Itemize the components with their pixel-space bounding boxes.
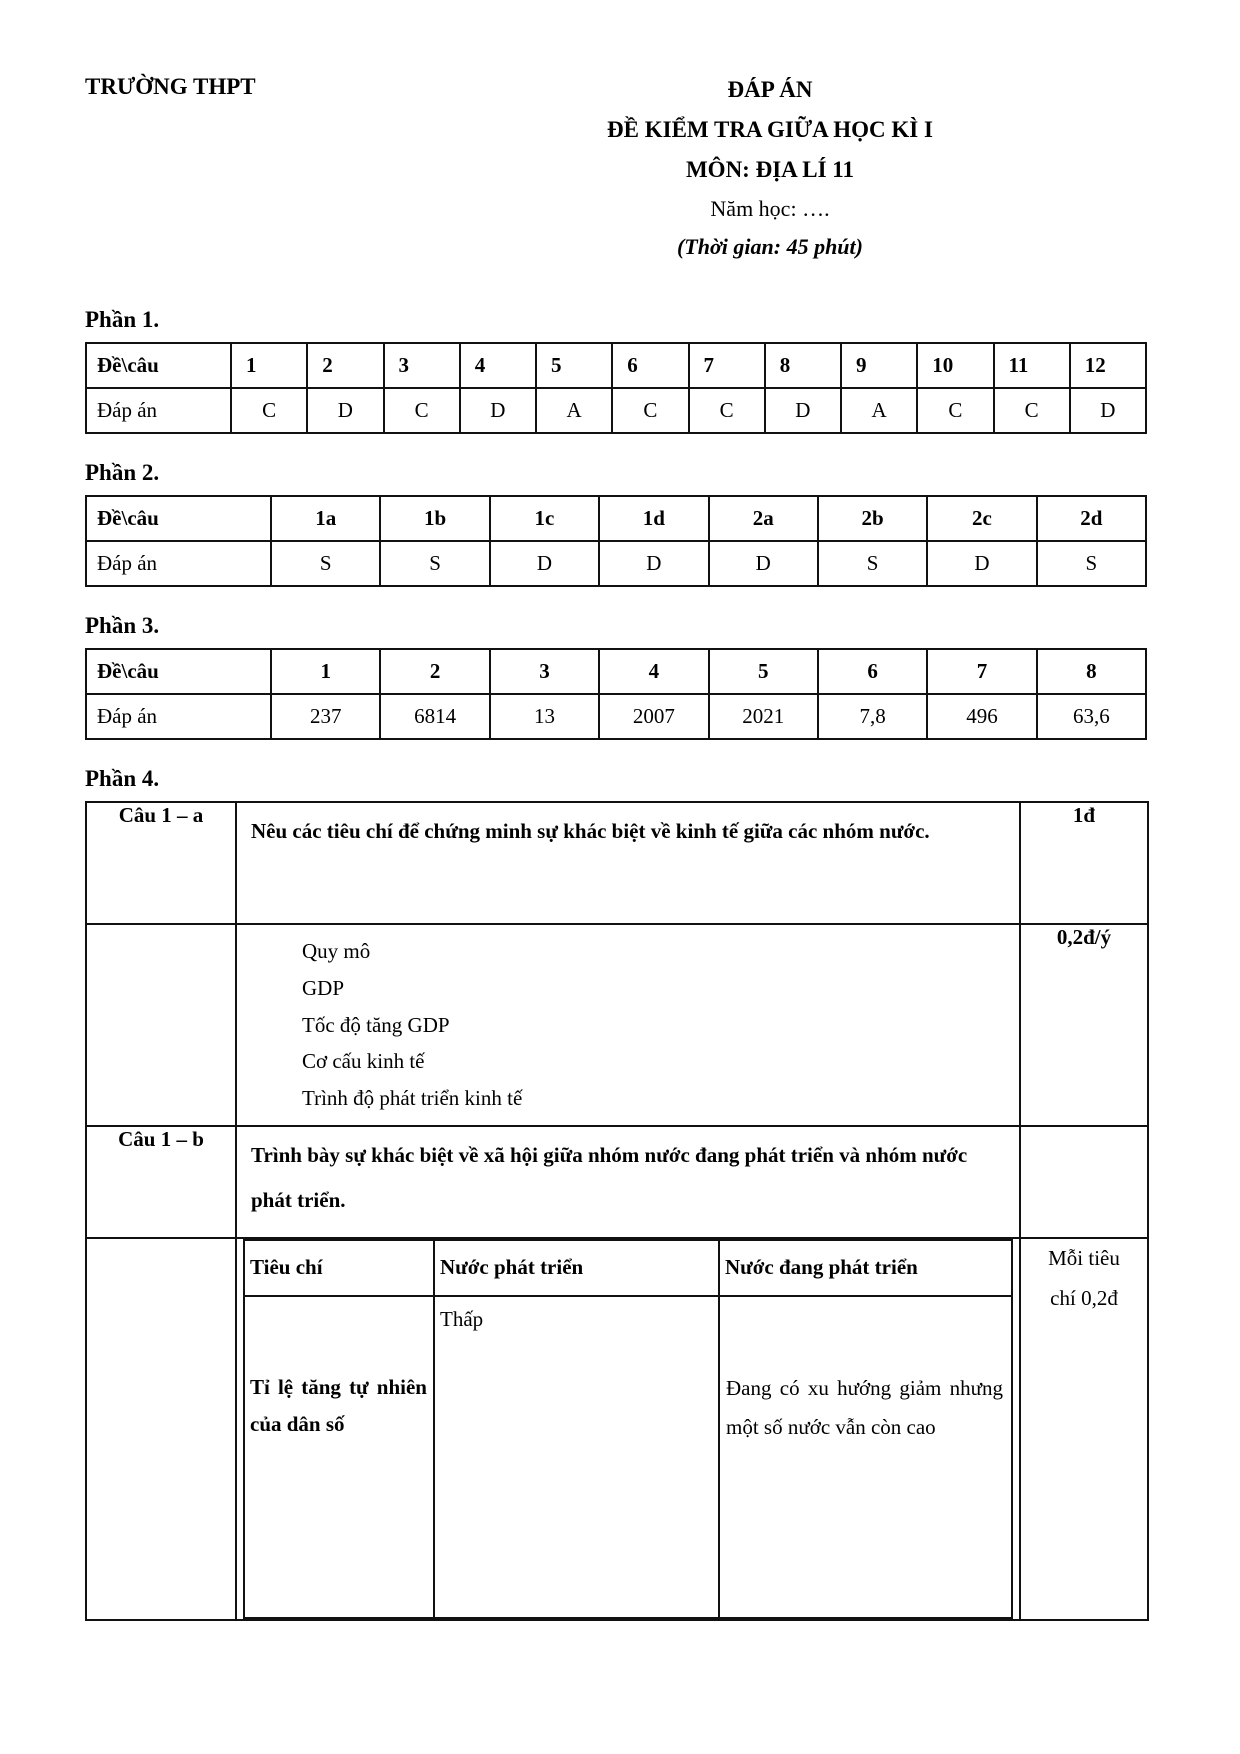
answer-cell: 6814: [380, 694, 489, 739]
school-name: TRƯỜNG THPT: [85, 74, 256, 99]
comparison-container: [236, 1238, 1020, 1620]
answer-cell: 13: [490, 694, 599, 739]
question-number: 8: [1037, 649, 1146, 694]
developing-cell: Đang có xu hướng giảm nhưng một số nước vẫn còn cao: [719, 1296, 1012, 1618]
row-header-cell: Đề\câu: [86, 649, 271, 694]
rubric-row-criteria: [86, 924, 1148, 1126]
row-header-cell: Đề\câu: [86, 496, 271, 541]
comparison-header-row: [244, 1240, 1012, 1296]
answer-cell: S: [818, 541, 927, 586]
question-number: 2b: [818, 496, 927, 541]
title-block: [420, 70, 1120, 266]
answer-cell: C: [689, 388, 765, 433]
criteria-points: 0,2đ/ý: [1020, 924, 1148, 1126]
question-number: 1: [271, 649, 380, 694]
question-number: 1c: [490, 496, 599, 541]
question-number: 6: [818, 649, 927, 694]
criteria-item: Trình độ phát triển kinh tế: [302, 1086, 523, 1110]
question-number: 10: [917, 343, 993, 388]
row-header-cell: Đề\câu: [86, 343, 231, 388]
answer-cell: 496: [927, 694, 1036, 739]
answer-cell: C: [231, 388, 307, 433]
part4-heading: Phần 4.: [85, 766, 160, 791]
criterion-cell: Tỉ lệ tăng tự nhiên của dân số: [244, 1296, 434, 1618]
answer-cell: D: [490, 541, 599, 586]
part3-answer-row: [86, 694, 1146, 739]
question-number: 1: [231, 343, 307, 388]
answer-cell: D: [927, 541, 1036, 586]
comparison-header-criterion: Tiêu chí: [244, 1240, 434, 1296]
cau-1a-question: Nêu các tiêu chí để chứng minh sự khác biệt về kinh tế giữa các nhóm nước.: [236, 802, 1020, 924]
question-number: 2: [380, 649, 489, 694]
answer-cell: 2021: [709, 694, 818, 739]
answer-cell: A: [841, 388, 917, 433]
answer-cell: D: [709, 541, 818, 586]
comparison-table: [243, 1239, 1013, 1619]
answer-cell: C: [917, 388, 993, 433]
part1-question-row: [86, 343, 1146, 388]
question-number: 2a: [709, 496, 818, 541]
criteria-item: Tốc độ tăng GDP: [302, 1012, 450, 1037]
rubric-row-1a: [86, 802, 1148, 924]
answer-cell: 237: [271, 694, 380, 739]
answer-cell: S: [380, 541, 489, 586]
question-number: 5: [709, 649, 818, 694]
criteria-item: Cơ cấu kinh tế: [302, 1049, 425, 1074]
empty-label-cell: [86, 1238, 236, 1620]
comparison-body-row: [244, 1296, 1012, 1618]
comparison-header-developed: Nước phát triển: [434, 1240, 719, 1296]
criteria-item: Quy mô: [302, 939, 371, 963]
answer-key-title: ĐÁP ÁN: [727, 77, 813, 102]
question-number: 6: [612, 343, 688, 388]
answer-cell: C: [994, 388, 1070, 433]
criteria-item: GDP: [302, 975, 345, 1000]
answer-cell: D: [1070, 388, 1146, 433]
question-number: 1a: [271, 496, 380, 541]
question-number: 4: [599, 649, 708, 694]
empty-points-cell: [1020, 1126, 1148, 1238]
answer-cell: 2007: [599, 694, 708, 739]
exam-title: ĐỀ KIỂM TRA GIỮA HỌC KÌ I: [607, 117, 933, 142]
comparison-header-developing: Nước đang phát triển: [719, 1240, 1012, 1296]
question-number: 9: [841, 343, 917, 388]
question-number: 1d: [599, 496, 708, 541]
rubric-row-comparison: [86, 1238, 1148, 1620]
criteria-list: [236, 924, 1020, 1126]
answer-cell: D: [460, 388, 536, 433]
answer-cell: C: [612, 388, 688, 433]
answer-cell: 7,8: [818, 694, 927, 739]
school-year: Năm học: ….: [710, 196, 830, 221]
part1-table: [85, 342, 1147, 434]
question-number: 2d: [1037, 496, 1146, 541]
rubric-row-1b: [86, 1126, 1148, 1238]
developed-cell: Thấp: [434, 1296, 719, 1618]
answer-cell: D: [307, 388, 383, 433]
document-header: [0, 70, 1240, 275]
subject-title: MÔN: ĐỊA LÍ 11: [685, 157, 855, 182]
question-number: 3: [490, 649, 599, 694]
part2-heading: Phần 2.: [85, 460, 160, 485]
comparison-points: Mỗi tiêu chí 0,2đ: [1020, 1238, 1148, 1620]
answer-cell: S: [271, 541, 380, 586]
answer-cell: S: [1037, 541, 1146, 586]
cau-1b-label: Câu 1 – b: [86, 1126, 236, 1238]
part2-question-row: [86, 496, 1146, 541]
answer-cell: A: [536, 388, 612, 433]
question-number: 7: [927, 649, 1036, 694]
answer-row-label: Đáp án: [86, 694, 271, 739]
question-number: 2c: [927, 496, 1036, 541]
question-number: 3: [384, 343, 460, 388]
part2-table: [85, 495, 1147, 587]
answer-cell: D: [765, 388, 841, 433]
question-number: 2: [307, 343, 383, 388]
exam-duration: (Thời gian: 45 phút): [676, 234, 863, 259]
answer-row-label: Đáp án: [86, 541, 271, 586]
question-number: 12: [1070, 343, 1146, 388]
part4-table: [85, 801, 1149, 1621]
question-number: 11: [994, 343, 1070, 388]
cau-1a-points: 1đ: [1020, 802, 1148, 924]
question-number: 7: [689, 343, 765, 388]
cau-1b-question: Trình bày sự khác biệt về xã hội giữa nhóm nước đang phát triển và nhóm nước phát triển.: [236, 1126, 1020, 1238]
part3-heading: Phần 3.: [85, 613, 160, 638]
part1-heading: Phần 1.: [85, 307, 160, 332]
question-number: 5: [536, 343, 612, 388]
question-number: 8: [765, 343, 841, 388]
question-number: 1b: [380, 496, 489, 541]
answer-row-label: Đáp án: [86, 388, 231, 433]
part2-answer-row: [86, 541, 1146, 586]
empty-label-cell: [86, 924, 236, 1126]
cau-1a-label: Câu 1 – a: [86, 802, 236, 924]
answer-cell: 63,6: [1037, 694, 1146, 739]
part3-table: [85, 648, 1147, 740]
answer-cell: D: [599, 541, 708, 586]
question-number: 4: [460, 343, 536, 388]
part3-question-row: [86, 649, 1146, 694]
answer-cell: C: [384, 388, 460, 433]
part1-answer-row: [86, 388, 1146, 433]
